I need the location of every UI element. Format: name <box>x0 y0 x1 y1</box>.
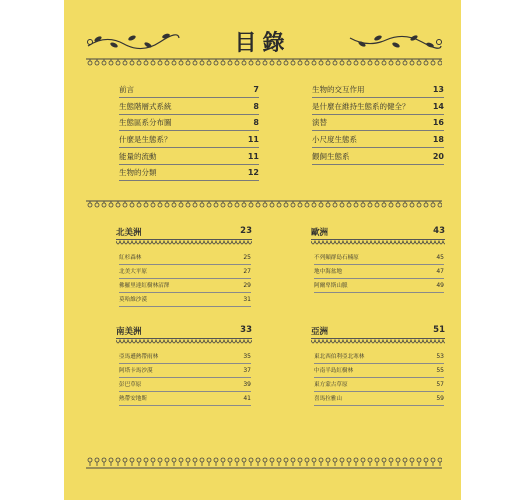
scallop-divider <box>311 339 445 347</box>
region-name: 歐洲 <box>311 228 329 238</box>
sub-item-page: 49 <box>436 282 444 289</box>
sub-item[interactable] <box>119 366 251 378</box>
sub-item-page: 29 <box>243 282 251 289</box>
sub-item-page: 41 <box>243 395 251 402</box>
region-heading[interactable] <box>311 226 445 240</box>
region-page: 51 <box>433 325 445 335</box>
toc-item-label: 前言 <box>119 85 134 94</box>
sub-item-label: 佛羅里達紅樹林沼澤 <box>119 283 170 289</box>
toc-item[interactable] <box>312 101 444 115</box>
region-name: 南美洲 <box>116 327 142 337</box>
toc-item-page: 12 <box>247 168 259 177</box>
sub-item-page: 45 <box>436 254 444 261</box>
sub-item-page: 55 <box>436 367 444 374</box>
sub-item[interactable] <box>314 394 444 406</box>
toc-item[interactable] <box>312 134 444 148</box>
toc-item[interactable] <box>119 167 259 181</box>
page-title: 目錄 <box>234 31 291 56</box>
sub-item-page: 25 <box>243 254 251 261</box>
sub-item[interactable] <box>314 366 444 378</box>
sub-item[interactable] <box>119 267 251 279</box>
toc-item[interactable] <box>119 101 259 115</box>
toc-item-page: 11 <box>247 152 259 161</box>
sub-item[interactable] <box>119 380 251 392</box>
region-name: 亞洲 <box>311 327 329 337</box>
toc-item-page: 13 <box>432 85 444 94</box>
sub-item-label: 阿爾卑斯山脈 <box>314 283 348 289</box>
scallop-divider <box>116 240 252 248</box>
sub-item-label: 中南半島紅樹林 <box>314 368 354 374</box>
toc-item-label: 生態區系分布圖 <box>119 118 172 127</box>
sub-item-page: 47 <box>436 268 444 275</box>
toc-item[interactable] <box>119 117 259 131</box>
sub-item[interactable] <box>119 253 251 265</box>
sub-item-label: 東方蒙古草原 <box>314 382 348 388</box>
region-page: 33 <box>240 325 252 335</box>
sub-item[interactable] <box>314 281 444 293</box>
sub-item-label: 東北西伯利亞北寒林 <box>314 354 365 360</box>
toc-item-label: 小尺度生態系 <box>312 135 357 144</box>
toc-item-page: 11 <box>247 135 259 144</box>
sub-item-page: 35 <box>243 353 251 360</box>
region-page: 23 <box>240 226 252 236</box>
scallop-divider <box>311 240 445 248</box>
sub-item[interactable] <box>119 394 251 406</box>
sub-item-label: 阿塔卡馬沙漠 <box>119 368 153 374</box>
toc-item-page: 14 <box>432 102 444 111</box>
toc-item-page: 20 <box>432 152 444 161</box>
toc-item[interactable] <box>312 84 444 98</box>
toc-item-label: 能量的流動 <box>119 152 157 161</box>
toc-item-label: 是什麼在維持生態系的健全？ <box>312 102 410 111</box>
top-lace-border <box>86 57 442 69</box>
sub-item-label: 喜馬拉雅山 <box>314 396 342 402</box>
toc-item-label: 生物的分類 <box>119 168 157 177</box>
sub-item-label: 彭巴草原 <box>119 382 142 388</box>
toc-item[interactable] <box>119 84 259 98</box>
toc-item-label: 餵飼生態系 <box>312 152 350 161</box>
sub-item[interactable] <box>119 281 251 293</box>
sub-item-page: 57 <box>436 381 444 388</box>
sub-item-page: 37 <box>243 367 251 374</box>
sub-item-page: 39 <box>243 381 251 388</box>
region-heading[interactable] <box>116 325 252 339</box>
toc-item[interactable] <box>312 151 444 165</box>
sub-item-page: 31 <box>243 296 251 303</box>
sub-item-label: 不列顛群島石楠原 <box>314 255 359 261</box>
middle-lace-border <box>86 199 442 211</box>
sub-item-label: 莫哈維沙漠 <box>119 297 147 303</box>
toc-item-page: 7 <box>253 85 259 94</box>
region-name: 北美洲 <box>116 228 142 238</box>
sub-item[interactable] <box>314 352 444 364</box>
sub-item-label: 紅杉森林 <box>119 255 142 261</box>
scallop-divider <box>116 339 252 347</box>
sub-item-label: 北美大平原 <box>119 269 147 275</box>
sub-item[interactable] <box>119 295 251 307</box>
sub-item[interactable] <box>119 352 251 364</box>
region-heading[interactable] <box>116 226 252 240</box>
sub-item-page: 27 <box>243 268 251 275</box>
sub-item[interactable] <box>314 380 444 392</box>
sub-item-label: 亞馬遜熱帶雨林 <box>119 354 159 360</box>
sub-item[interactable] <box>314 267 444 279</box>
toc-item[interactable] <box>119 134 259 148</box>
bottom-lace-border <box>86 456 442 470</box>
toc-item-page: 8 <box>253 102 259 111</box>
region-heading[interactable] <box>311 325 445 339</box>
right-vine-ornament <box>348 30 443 52</box>
toc-item-page: 8 <box>253 118 259 127</box>
sub-item-page: 53 <box>436 353 444 360</box>
contents-page <box>64 0 461 500</box>
sub-item-label: 地中海盆地 <box>314 269 342 275</box>
toc-item[interactable] <box>119 151 259 165</box>
toc-item-label: 演替 <box>312 118 327 127</box>
sub-item[interactable] <box>314 253 444 265</box>
toc-item-label: 生態階層式系統 <box>119 102 172 111</box>
toc-item-label: 生物的交互作用 <box>312 85 365 94</box>
region-page: 43 <box>433 226 445 236</box>
toc-item-page: 18 <box>432 135 444 144</box>
toc-item-page: 16 <box>432 118 444 127</box>
sub-item-page: 59 <box>436 395 444 402</box>
toc-item[interactable] <box>312 117 444 131</box>
toc-item-label: 什麼是生態系？ <box>119 135 172 144</box>
sub-item-label: 熱帶安地斯 <box>119 396 147 402</box>
